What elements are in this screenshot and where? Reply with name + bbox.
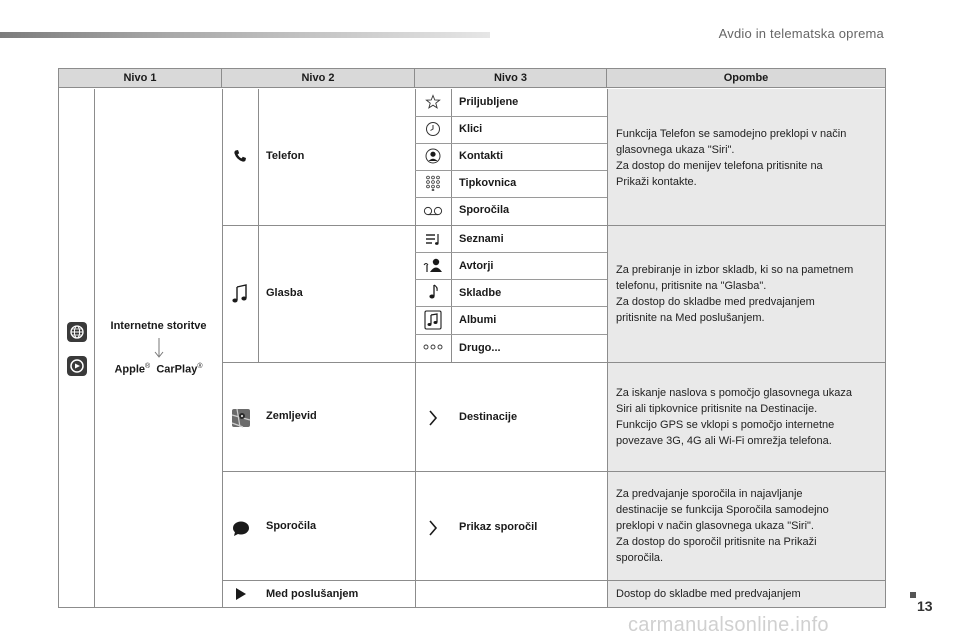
clock-icon [424,120,442,138]
level3-label: Albumi [459,314,497,326]
level2-label: Glasba [266,287,303,299]
page-number: 13 [917,598,933,614]
level3-label: Kontakti [459,150,503,162]
col-header-opombe: Opombe [607,69,885,88]
star-icon [424,93,442,111]
note-med-poslusanjem: Dostop do skladbe med predvajanjem [616,588,801,600]
level2-label: Med poslušanjem [266,588,359,600]
header-decor-bar [0,32,490,38]
level3-label: Skladbe [459,287,502,299]
map-icon [230,407,252,429]
note-telefon: Funkcija Telefon se samodejno preklopi v način glasovnega ukaza "Siri". Za dostop do menijev telefona pritisnite na Prikaži kontakte. [616,128,847,188]
playlist-icon [424,230,442,248]
level2-label: Telefon [266,150,305,162]
level1-title: Internetne storitve [110,320,207,332]
menu-table [58,68,886,608]
level3-label: Sporočila [459,204,510,216]
artist-icon [422,256,444,274]
globe-icon [66,321,88,343]
watermark: carmanualsonline.info [628,614,829,636]
message-bubble-icon [231,519,251,539]
album-icon [422,309,444,331]
level3-label: Destinacije [459,411,518,423]
level1-brand [95,363,222,376]
level3-label: Prikaz sporočil [459,521,538,533]
level3-label: Priljubljene [459,96,519,108]
voicemail-icon [422,202,444,220]
level3-label: Avtorji [459,260,494,272]
note-zemljevid: Za iskanje naslova s pomočjo glasovnega ukaza Siri ali tipkovnice pritisnite na Destinacije. Funkcijo GPS se vklopi s pomočjo internetne povezave 3G, 4G ali Wi-Fi omrežja telefona. [616,387,853,447]
phone-icon [231,147,249,165]
chevron-right-icon [424,407,442,429]
col-header-nivo-2: Nivo 2 [222,69,415,88]
contact-icon [424,147,442,165]
chevron-right-icon [424,517,442,539]
page-marker [910,592,916,598]
brand-carplay: CarPlay [156,363,198,376]
registered-mark: ® [145,363,151,370]
section-title: Avdio in telematska oprema [718,26,884,41]
music-note-icon [229,282,251,306]
keypad-icon [424,174,442,192]
level3-label: Seznami [459,233,504,245]
level2-label: Sporočila [266,520,317,532]
music-note-icon [424,283,442,301]
level3-label: Drugo... [459,342,501,354]
level3-label: Tipkovnica [459,177,517,189]
arrow-down-icon [149,337,169,359]
level3-label: Klici [459,123,483,135]
col-header-nivo-1: Nivo 1 [59,69,222,88]
carplay-icon [66,355,88,377]
brand-apple: Apple [114,363,146,376]
note-sporocila: Za predvajanje sporočila in najavljanje destinacije se funkcija Sporočila samodejno preklopi v način glasovnega ukaza "Siri". Za dostop do sporočil pritisnite na Prikaži sporočila. [616,488,829,564]
play-icon [232,585,250,603]
level2-label: Zemljevid [266,410,317,422]
col-header-nivo-3: Nivo 3 [415,69,607,88]
registered-mark: ® [197,363,203,370]
more-icon [422,339,444,355]
note-glasba: Za prebiranje in izbor skladb, ki so na pametnem telefonu, pritisnite na "Glasba". Za dostop do skladbe med predvajanjem pritisnite na Med poslušanjem. [616,264,854,324]
